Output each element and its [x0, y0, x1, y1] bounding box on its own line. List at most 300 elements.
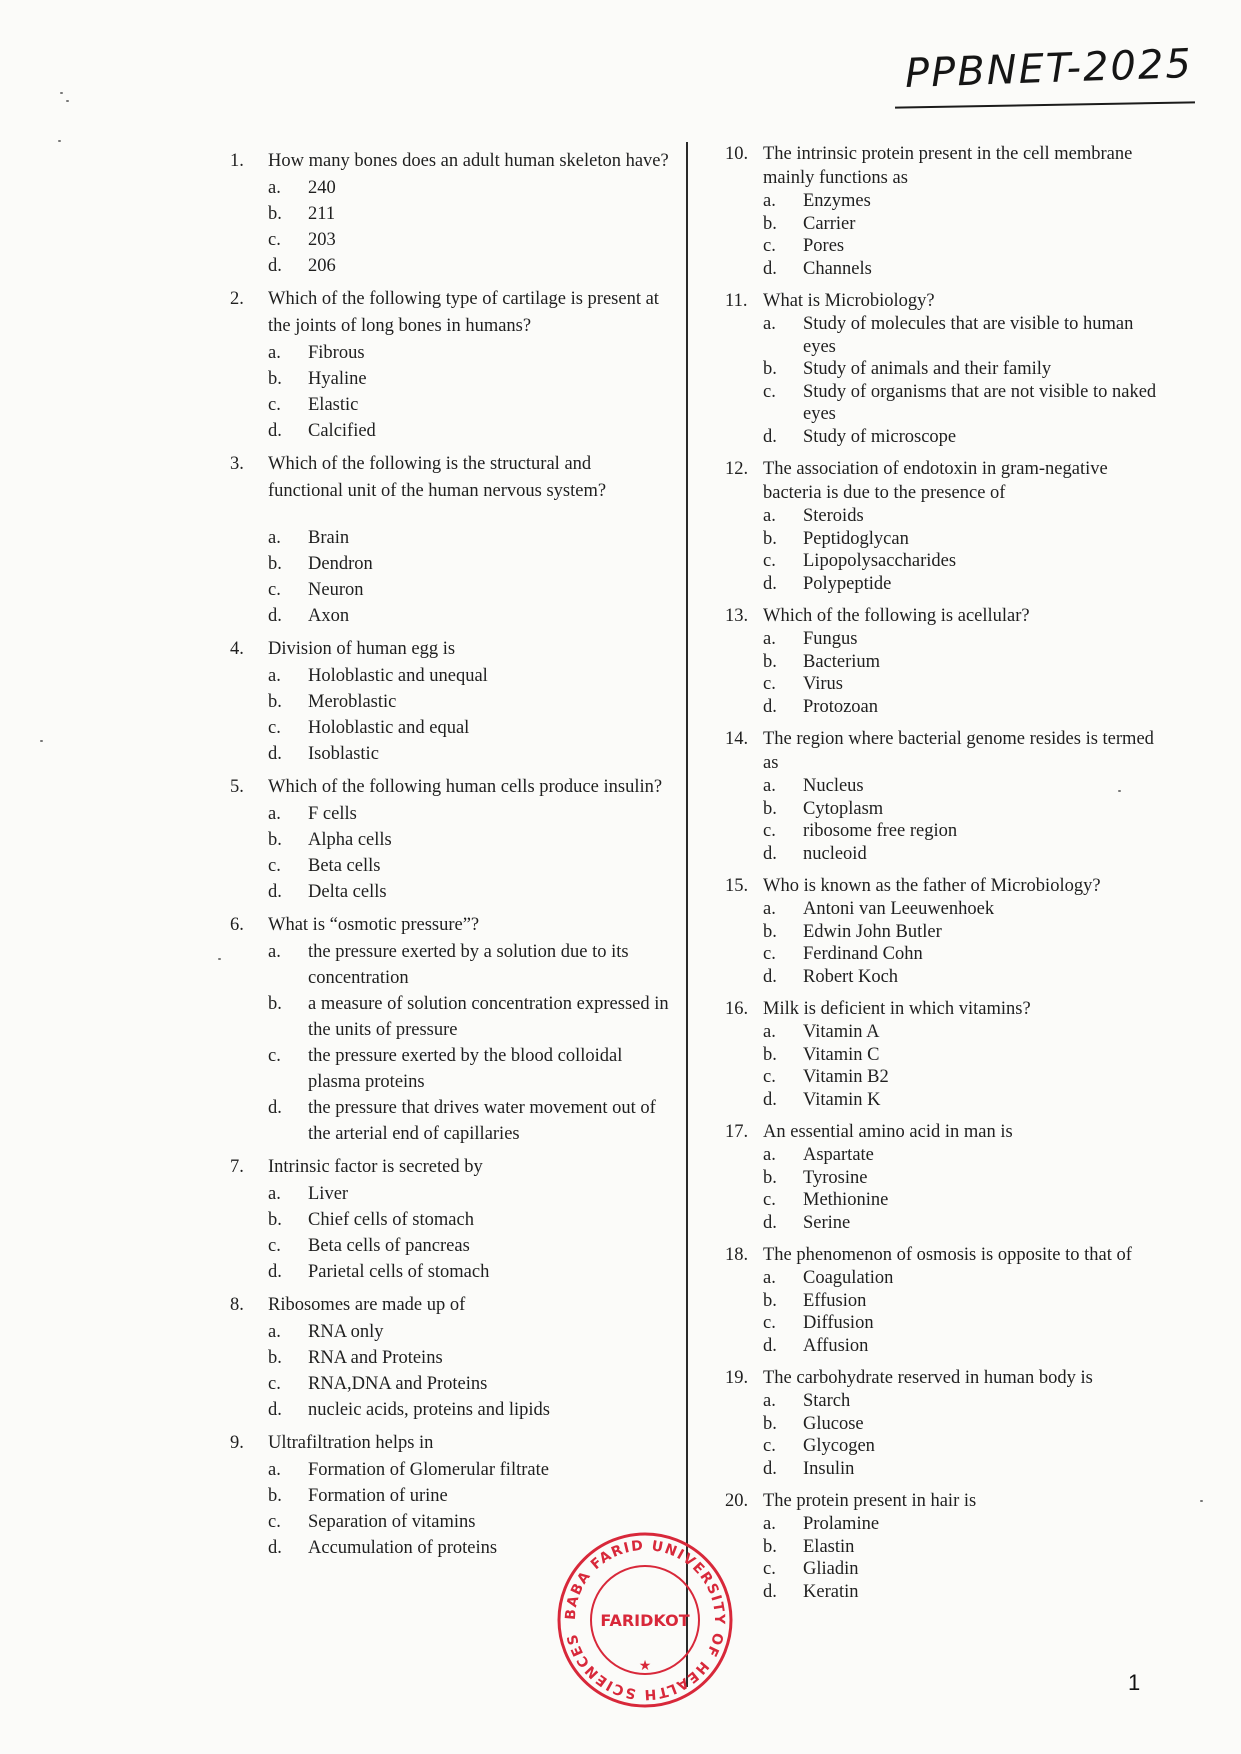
- answer-option: [725, 1435, 1165, 1458]
- option-text: Polypeptide: [803, 573, 892, 594]
- option-text: Tyrosine: [803, 1167, 868, 1188]
- question-stem: [725, 1120, 1165, 1144]
- scan-speck: [66, 100, 69, 102]
- option-text: Elastin: [803, 1536, 855, 1557]
- stamp-star-icon: ★: [638, 1658, 652, 1674]
- option-letter: b.: [268, 1210, 282, 1230]
- answer-option: [230, 801, 670, 827]
- question-stem: [725, 1243, 1165, 1267]
- option-letter: d.: [268, 1400, 282, 1420]
- question-text: The association of endotoxin in gram-negative bacteria is due to the presence of: [763, 459, 1108, 503]
- option-letter: a.: [268, 343, 281, 363]
- option-letter: d.: [763, 696, 777, 717]
- answer-option: [230, 1371, 670, 1397]
- answer-option: [230, 418, 670, 444]
- question-text: Intrinsic factor is secreted by: [268, 1157, 483, 1177]
- option-text: Fibrous: [308, 343, 365, 363]
- question-text: Which of the following human cells produce insulin?: [268, 777, 663, 797]
- option-text: Holoblastic and unequal: [308, 666, 488, 686]
- answer-option: [725, 235, 1165, 258]
- option-text: RNA,DNA and Proteins: [308, 1374, 488, 1394]
- question-stem: [725, 997, 1165, 1021]
- option-letter: b.: [268, 692, 282, 712]
- question-stem: [725, 604, 1165, 628]
- option-text: Study of animals and their family: [803, 359, 1052, 379]
- question-stem: [230, 636, 670, 663]
- option-letter: b.: [763, 1044, 777, 1065]
- option-letter: c.: [763, 1436, 776, 1456]
- answer-option: [725, 1335, 1165, 1358]
- option-text: Gliadin: [803, 1559, 859, 1579]
- option-letter: d.: [268, 1262, 282, 1282]
- scan-speck: [1200, 1500, 1203, 1502]
- question-text: Division of human egg is: [268, 639, 456, 659]
- option-text: nucleic acids, proteins and lipids: [308, 1400, 550, 1420]
- question-text: The carbohydrate reserved in human body is: [763, 1368, 1093, 1388]
- option-letter: c.: [268, 856, 281, 876]
- option-text: Brain: [308, 528, 350, 548]
- answer-option: [725, 1581, 1165, 1604]
- option-text: Lipopolysaccharides: [803, 551, 957, 571]
- answer-option: [230, 827, 670, 853]
- answer-option: [230, 366, 670, 392]
- option-text: Separation of vitamins: [308, 1512, 476, 1532]
- option-letter: c.: [268, 1374, 281, 1394]
- option-text: Cytoplasm: [803, 798, 884, 819]
- question-number: 10.: [725, 144, 749, 164]
- answer-option: [725, 1021, 1165, 1044]
- answer-option: [725, 921, 1165, 944]
- option-text: RNA only: [308, 1322, 384, 1342]
- question-number: 19.: [725, 1368, 749, 1388]
- option-letter: b.: [763, 651, 777, 672]
- question-number: 4.: [230, 639, 244, 659]
- question-number: 11.: [725, 291, 748, 311]
- question-text: The intrinsic protein present in the cell membrane mainly functions as: [763, 144, 1133, 188]
- option-text: Channels: [803, 258, 872, 279]
- option-letter: d.: [763, 1581, 777, 1602]
- question-text: The protein present in hair is: [763, 1491, 977, 1511]
- option-letter: c.: [763, 674, 776, 694]
- question-stem: [725, 289, 1165, 313]
- question-3: [230, 451, 670, 629]
- question-text: Ribosomes are made up of: [268, 1295, 466, 1315]
- option-text: Delta cells: [308, 882, 387, 902]
- question-text: The region where bacterial genome resides is termed as: [763, 729, 1154, 773]
- option-text: Coagulation: [803, 1268, 894, 1288]
- option-text: Accumulation of proteins: [308, 1538, 498, 1558]
- question-stem: [725, 142, 1165, 190]
- answer-option: [725, 1413, 1165, 1436]
- answer-option: [725, 573, 1165, 596]
- option-text: Starch: [803, 1391, 851, 1411]
- question-4: [230, 636, 670, 767]
- question-15: [725, 874, 1165, 988]
- question-12: [725, 457, 1165, 595]
- question-number: 12.: [725, 459, 749, 479]
- answer-option: [725, 213, 1165, 236]
- option-letter: c.: [763, 1559, 776, 1579]
- question-text: What is Microbiology?: [763, 291, 935, 311]
- option-text: a measure of solution concentration expressed in the units of pressure: [308, 994, 669, 1040]
- answer-option: [725, 1290, 1165, 1313]
- question-8: [230, 1292, 670, 1423]
- option-letter: b.: [268, 204, 282, 224]
- option-text: Glycogen: [803, 1436, 875, 1456]
- option-text: Ferdinand Cohn: [803, 944, 923, 964]
- option-text: Diffusion: [803, 1313, 874, 1333]
- option-letter: a.: [268, 528, 281, 548]
- scan-speck: [1118, 790, 1121, 792]
- option-letter: b.: [763, 528, 777, 549]
- question-stem: [725, 457, 1165, 505]
- answer-option: [725, 798, 1165, 821]
- answer-option: [230, 715, 670, 741]
- option-text: Prolamine: [803, 1514, 880, 1534]
- right-column: [725, 142, 1165, 1612]
- answer-option: [230, 879, 670, 905]
- option-text: Keratin: [803, 1581, 859, 1602]
- question-stem: [230, 1154, 670, 1181]
- question-number: 15.: [725, 876, 749, 896]
- stamp-center-text: FARIDKOT: [600, 1611, 690, 1630]
- answer-option: [230, 1207, 670, 1233]
- option-text: Holoblastic and equal: [308, 718, 470, 738]
- scan-speck: [60, 92, 63, 94]
- option-letter: b.: [268, 369, 282, 389]
- option-text: Chief cells of stomach: [308, 1210, 474, 1230]
- answer-option: [230, 201, 670, 227]
- answer-option: [725, 696, 1165, 719]
- question-stem: [725, 1489, 1165, 1513]
- option-letter: d.: [268, 256, 282, 276]
- answer-option: [725, 943, 1165, 966]
- option-text: 240: [308, 178, 336, 198]
- answer-option: [230, 227, 670, 253]
- option-letter: c.: [268, 230, 281, 250]
- answer-option: [725, 505, 1165, 528]
- question-text: Which of the following type of cartilage is present at the joints of long bones in humans?: [268, 289, 659, 336]
- question-text: How many bones does an adult human skeleton have?: [268, 151, 669, 171]
- answer-option: [725, 190, 1165, 213]
- answer-option: [230, 853, 670, 879]
- answer-option: [230, 1345, 670, 1371]
- answer-option: [725, 898, 1165, 921]
- option-letter: c.: [763, 551, 776, 571]
- option-letter: b.: [268, 830, 282, 850]
- option-text: Pores: [803, 236, 845, 256]
- option-text: Study of microscope: [803, 426, 957, 447]
- option-text: Carrier: [803, 213, 856, 234]
- option-letter: a.: [268, 1322, 281, 1342]
- answer-option: [725, 1267, 1165, 1290]
- option-text: RNA and Proteins: [308, 1348, 443, 1368]
- option-letter: b.: [763, 359, 777, 379]
- option-letter: d.: [268, 882, 282, 902]
- answer-option: [725, 1390, 1165, 1413]
- option-text: the pressure exerted by a solution due to its concentration: [308, 942, 629, 988]
- answer-option: [725, 1044, 1165, 1067]
- answer-option: [725, 313, 1165, 358]
- option-text: Protozoan: [803, 696, 879, 717]
- option-text: 211: [308, 204, 336, 224]
- answer-option: [725, 820, 1165, 843]
- question-number: 7.: [230, 1157, 244, 1177]
- option-letter: c.: [268, 1236, 281, 1256]
- question-stem: [230, 451, 670, 505]
- answer-option: [230, 253, 670, 279]
- question-number: 16.: [725, 999, 749, 1019]
- option-letter: a.: [268, 804, 281, 824]
- option-letter: b.: [763, 1167, 777, 1188]
- question-number: 17.: [725, 1122, 749, 1142]
- option-letter: d.: [763, 966, 777, 987]
- answer-option: [725, 1458, 1165, 1481]
- question-number: 18.: [725, 1245, 749, 1265]
- question-5: [230, 774, 670, 905]
- question-16: [725, 997, 1165, 1111]
- question-text: Which of the following is acellular?: [763, 606, 1030, 626]
- option-text: Alpha cells: [308, 830, 392, 850]
- option-text: Robert Koch: [803, 966, 899, 987]
- answer-option: [230, 340, 670, 366]
- option-text: Affusion: [803, 1335, 869, 1356]
- question-number: 9.: [230, 1433, 244, 1453]
- option-letter: b.: [763, 213, 777, 234]
- option-text: Methionine: [803, 1190, 889, 1210]
- question-number: 3.: [230, 454, 244, 474]
- option-text: Axon: [308, 606, 350, 626]
- option-text: Aspartate: [803, 1145, 874, 1165]
- option-letter: b.: [268, 1486, 282, 1506]
- option-letter: c.: [268, 580, 281, 600]
- option-letter: c.: [268, 1046, 281, 1066]
- option-text: Bacterium: [803, 651, 881, 672]
- option-letter: a.: [763, 629, 776, 649]
- option-letter: a.: [268, 1184, 281, 1204]
- option-letter: c.: [268, 1512, 281, 1532]
- question-stem: [725, 727, 1165, 775]
- question-stem: [230, 912, 670, 939]
- option-text: Elastic: [308, 395, 359, 415]
- answer-option: [230, 1181, 670, 1207]
- answer-option: [725, 1536, 1165, 1559]
- option-letter: c.: [763, 1313, 776, 1333]
- answer-option: [725, 966, 1165, 989]
- option-letter: b.: [268, 554, 282, 574]
- option-text: Serine: [803, 1212, 851, 1233]
- answer-option: [230, 939, 670, 991]
- option-text: Beta cells: [308, 856, 381, 876]
- column-divider: [686, 142, 688, 1687]
- option-letter: d.: [763, 843, 777, 864]
- option-letter: c.: [763, 944, 776, 964]
- blank-gap: [230, 505, 670, 525]
- question-10: [725, 142, 1165, 280]
- answer-option: [725, 550, 1165, 573]
- option-text: Formation of urine: [308, 1486, 448, 1506]
- option-text: Fungus: [803, 629, 858, 649]
- question-17: [725, 1120, 1165, 1234]
- option-letter: a.: [268, 1460, 281, 1480]
- option-text: ribosome free region: [803, 821, 958, 841]
- option-letter: d.: [268, 1098, 282, 1118]
- scan-speck: [58, 140, 61, 142]
- option-text: Insulin: [803, 1458, 855, 1479]
- answer-option: [725, 1144, 1165, 1167]
- option-text: Dendron: [308, 554, 373, 574]
- question-stem: [230, 1430, 670, 1457]
- option-text: Virus: [803, 674, 843, 694]
- answer-option: [230, 603, 670, 629]
- question-stem: [725, 1366, 1165, 1390]
- option-letter: c.: [763, 1067, 776, 1087]
- answer-option: [725, 775, 1165, 798]
- option-letter: a.: [763, 506, 776, 526]
- question-stem: [230, 286, 670, 340]
- answer-option: [725, 1212, 1165, 1235]
- option-letter: a.: [763, 899, 776, 919]
- option-text: Vitamin K: [803, 1089, 881, 1110]
- option-letter: c.: [268, 395, 281, 415]
- option-text: Isoblastic: [308, 744, 379, 764]
- option-letter: d.: [268, 744, 282, 764]
- option-letter: d.: [763, 258, 777, 279]
- option-text: 206: [308, 256, 336, 276]
- answer-option: [230, 175, 670, 201]
- answer-option: [230, 551, 670, 577]
- answer-option: [725, 1167, 1165, 1190]
- option-letter: c.: [763, 381, 776, 402]
- option-text: Nucleus: [803, 776, 864, 796]
- answer-option: [725, 426, 1165, 449]
- option-letter: a.: [763, 1145, 776, 1165]
- question-18: [725, 1243, 1165, 1357]
- option-letter: a.: [763, 1391, 776, 1411]
- question-number: 14.: [725, 729, 749, 749]
- option-letter: a.: [268, 178, 281, 198]
- option-text: Vitamin A: [803, 1022, 880, 1042]
- answer-option: [725, 358, 1165, 381]
- page-number: 1: [1128, 1670, 1141, 1695]
- question-text: Ultrafiltration helps in: [268, 1433, 434, 1453]
- question-7: [230, 1154, 670, 1285]
- option-text: Edwin John Butler: [803, 921, 942, 942]
- answer-option: [230, 1457, 670, 1483]
- option-letter: d.: [763, 1335, 777, 1356]
- option-text: Vitamin C: [803, 1044, 880, 1065]
- option-letter: a.: [763, 776, 776, 796]
- option-text: Peptidoglycan: [803, 528, 909, 549]
- option-text: nucleoid: [803, 843, 867, 864]
- option-letter: d.: [763, 426, 777, 447]
- answer-option: [230, 1397, 670, 1423]
- question-14: [725, 727, 1165, 865]
- option-text: Liver: [308, 1184, 349, 1204]
- answer-option: [725, 1513, 1165, 1536]
- option-letter: d.: [268, 606, 282, 626]
- answer-option: [725, 1312, 1165, 1335]
- question-number: 2.: [230, 289, 244, 309]
- option-letter: c.: [268, 718, 281, 738]
- question-13: [725, 604, 1165, 718]
- option-letter: d.: [763, 1212, 777, 1233]
- option-letter: b.: [763, 1413, 777, 1434]
- option-text: Enzymes: [803, 191, 871, 211]
- question-20: [725, 1489, 1165, 1603]
- question-number: 5.: [230, 777, 244, 797]
- option-letter: b.: [763, 1536, 777, 1557]
- answer-option: [230, 1233, 670, 1259]
- option-text: Vitamin B2: [803, 1067, 889, 1087]
- option-text: Formation of Glomerular filtrate: [308, 1460, 549, 1480]
- answer-option: [230, 741, 670, 767]
- option-text: 203: [308, 230, 336, 250]
- answer-option: [725, 1066, 1165, 1089]
- answer-option: [725, 258, 1165, 281]
- question-number: 6.: [230, 915, 244, 935]
- question-text: The phenomenon of osmosis is opposite to that of: [763, 1245, 1132, 1265]
- option-letter: d.: [763, 1089, 777, 1110]
- answer-option: [725, 651, 1165, 674]
- answer-option: [230, 991, 670, 1043]
- stamp-ring-text: BABA FARID UNIVERSITY OF HEALTH SCIENCES: [562, 1537, 728, 1703]
- option-text: Study of organisms that are not visible to naked eyes: [803, 381, 1157, 424]
- answer-option: [230, 577, 670, 603]
- answer-option: [230, 392, 670, 418]
- question-1: [230, 148, 670, 279]
- answer-option: [230, 1319, 670, 1345]
- option-text: the pressure that drives water movement out of the arterial end of capillaries: [308, 1098, 656, 1144]
- option-text: F cells: [308, 804, 357, 824]
- answer-option: [230, 1043, 670, 1095]
- option-letter: a.: [763, 1268, 776, 1288]
- question-stem: [230, 148, 670, 175]
- option-text: Neuron: [308, 580, 364, 600]
- question-number: 8.: [230, 1295, 244, 1315]
- question-6: [230, 912, 670, 1147]
- question-stem: [725, 874, 1165, 898]
- answer-option: [230, 1483, 670, 1509]
- option-text: the pressure exerted by the blood colloidal plasma proteins: [308, 1046, 623, 1092]
- answer-option: [725, 1089, 1165, 1112]
- option-letter: b.: [268, 1348, 282, 1368]
- option-letter: c.: [763, 821, 776, 841]
- answer-option: [230, 525, 670, 551]
- option-letter: d.: [763, 573, 777, 594]
- option-letter: a.: [763, 1514, 776, 1534]
- option-text: Parietal cells of stomach: [308, 1262, 490, 1282]
- option-text: Meroblastic: [308, 692, 397, 712]
- option-text: Antoni van Leeuwenhoek: [803, 899, 995, 919]
- question-19: [725, 1366, 1165, 1480]
- answer-option: [230, 1095, 670, 1147]
- question-stem: [230, 774, 670, 801]
- option-text: Hyaline: [308, 369, 367, 389]
- option-text: Study of molecules that are visible to human eyes: [803, 314, 1134, 357]
- university-stamp: [555, 1530, 735, 1710]
- answer-option: [725, 528, 1165, 551]
- question-text: Which of the following is the structural and functional unit of the human nervous system?: [268, 454, 607, 501]
- option-letter: a.: [763, 314, 776, 334]
- option-letter: b.: [763, 798, 777, 819]
- answer-option: [230, 1259, 670, 1285]
- exam-code-handwritten: PPBNET-2025: [904, 40, 1194, 98]
- question-text: An essential amino acid in man is: [763, 1122, 1013, 1142]
- option-letter: a.: [268, 666, 281, 686]
- option-letter: d.: [763, 1458, 777, 1479]
- option-letter: a.: [763, 1022, 776, 1042]
